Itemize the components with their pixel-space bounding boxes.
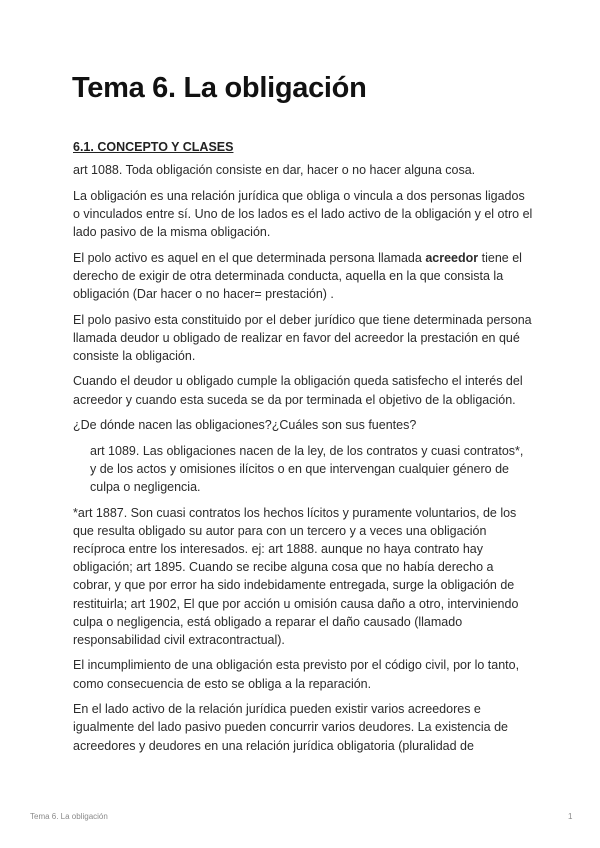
document-body	[73, 138, 533, 762]
paragraph-sources-question: ¿De dónde nacen las obligaciones?¿Cuáles son sus fuentes?	[73, 418, 417, 433]
active-pole-text-before: El polo activo es aquel en el que determinada persona llamada	[73, 250, 426, 265]
acreedor-term: acreedor	[425, 250, 479, 265]
paragraph-art-1089-quote: art 1089. Las obligaciones nacen de la ley, de los contratos y cuasi contratos*, y de los actos y omisiones ilícitos o en que intervengan cualquier género de culpa o negligencia.	[90, 443, 524, 495]
paragraph-fulfillment: Cuando el deudor u obligado cumple la obligación queda satisfecho el interés del acreedor y cuando esta suceda se da por terminada el objetivo de la obligación.	[73, 374, 523, 407]
paragraph-art-1088: art 1088. Toda obligación consiste en dar, hacer o no hacer alguna cosa.	[73, 163, 476, 178]
paragraph-art-1887-note: *art 1887. Son cuasi contratos los hechos lícitos y puramente voluntarios, de los que resulta obligado su autor para con un tercero y a veces una obligación recíproca entre los interesados. ej: art 1888. aunque no haya contrato hay obligación; art 1895. Cuando se recibe alguna cosa que no había derecho a cobrar, y que por error ha sido indebidamente entregada, surge la obligación de restituirla; art 1902, El que por acción u omisión causa daño a otro, interviniendo culpa o negligencia, está obligado a reparar el daño causado (llamado responsabilidad civil extracontractual).	[73, 505, 519, 647]
paragraph-active-pole	[73, 249, 533, 304]
paragraph-passive-pole: El polo pasivo esta constituido por el deber jurídico que tiene determinada persona llamada deudor u obligado de realizar en favor del acreedor la prestación en qué consiste la obligación.	[73, 312, 532, 363]
paragraph-plurality: En el lado activo de la relación jurídica pueden existir varios acreedores e igualmente del lado pasivo pueden concurrir varios deudores. La existencia de acreedores y deudores en una relación jurídica obligatoria (pluralidad de	[73, 702, 508, 753]
page-title: Tema 6. La obligación	[72, 72, 367, 104]
paragraph-obligation-definition: La obligación es una relación jurídica que obliga o vincula a dos personas ligados o vinculados entre sí. Uno de los lados es el lado activo de la obligación y el otro el lado pasivo de la misma obligación.	[73, 188, 533, 240]
page-number: 1	[568, 812, 573, 821]
section-heading: 6.1. CONCEPTO Y CLASES	[73, 140, 234, 154]
paragraph-breach: El incumplimiento de una obligación esta previsto por el código civil, por lo tanto, como consecuencia de esto se obliga a la reparación.	[73, 658, 520, 691]
active-pole-text-after: tiene el derecho de exigir de otra determinada conducta, aquella en la que consista la obligación (Dar hacer o no hacer= prestación) .	[73, 250, 522, 302]
footer-title: Tema 6. La obligación	[30, 812, 108, 821]
